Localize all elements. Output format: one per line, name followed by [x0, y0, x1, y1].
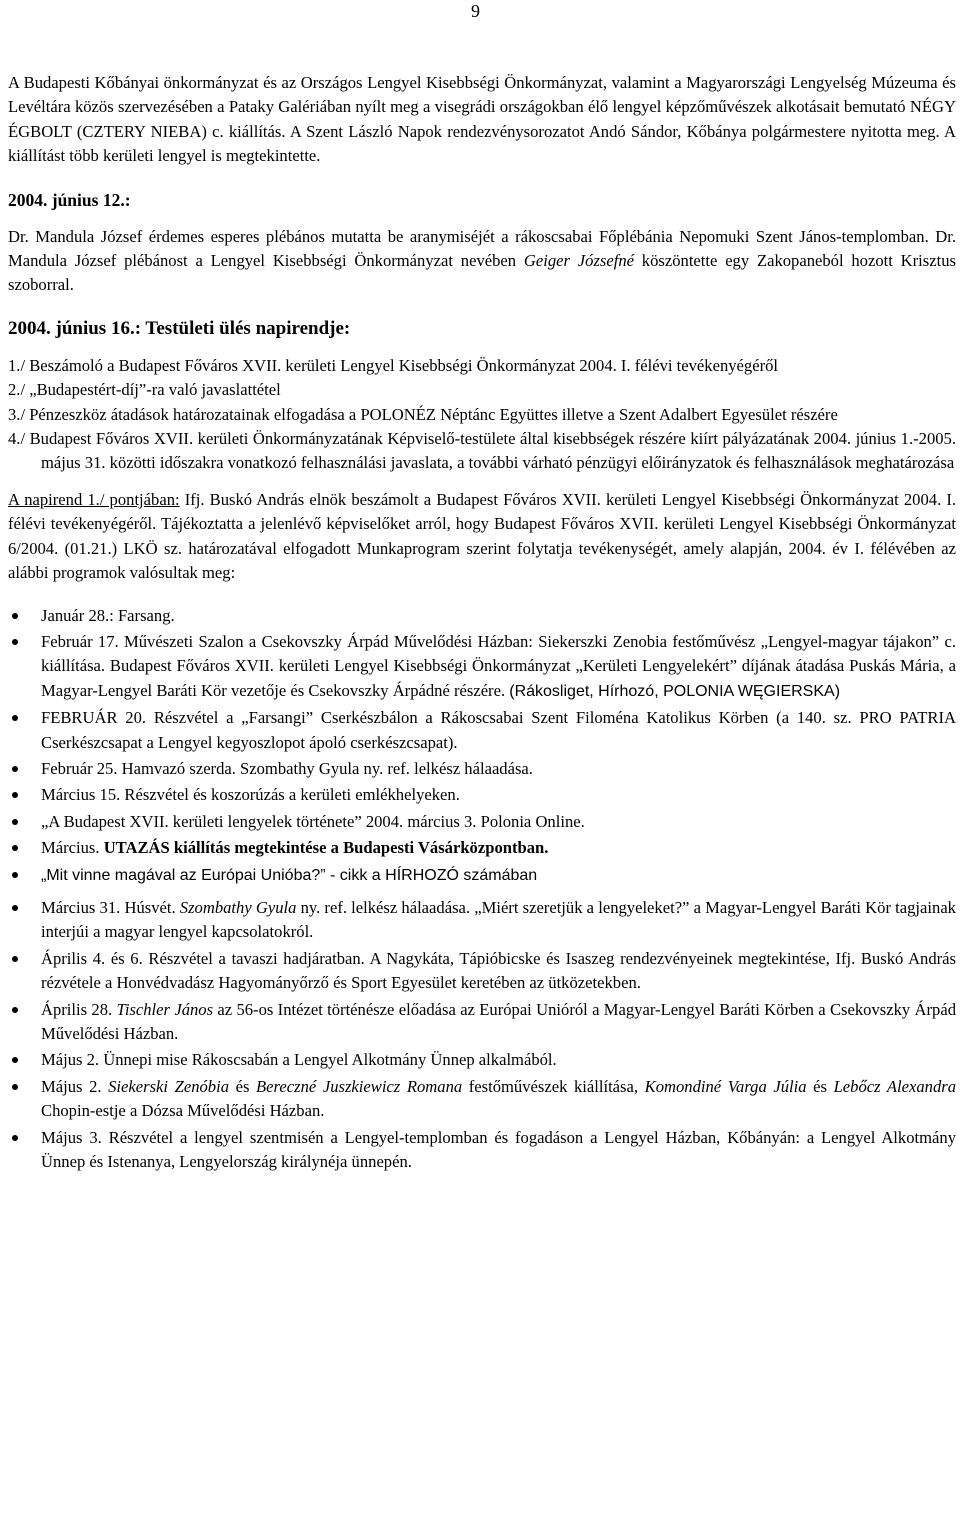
- bullet-icon: [12, 613, 18, 619]
- bullet-icon: [12, 1007, 18, 1013]
- event-item: Március 31. Húsvét. Szombathy Gyula ny. ref. lelkész hálaadása. „Miért szeretjük a lengyeleket?” a Magyar-Lengyel Baráti Kör tagjainak interjúi a magyar lengyel kapcsolatokról.: [8, 896, 956, 945]
- bullet-icon: [12, 639, 18, 645]
- document-body: [8, 71, 956, 1176]
- events-list: [8, 604, 956, 1175]
- event-item: „A Budapest XVII. kerületi lengyelek története” 2004. március 3. Polonia Online.: [8, 810, 956, 834]
- section-heading-june-16: 2004. június 16.: Testületi ülés napirendje:: [8, 317, 351, 339]
- mandula-paragraph: Dr. Mandula József érdemes esperes plébános mutatta be aranymiséjét a rákoscsabai Főplébánia Nepomuki Szent János-templomban. Dr. Mandula József plébánost a Lengyel Kisebbségi Önkormányzat nevében Geiger Józsefné köszöntette egy Zakopaneból hozott Krisztus szoborral.: [8, 226, 956, 295]
- event-item: Május 2. Siekerski Zenóbia és Bereczné Juszkiewicz Romana festőművészek kiállítása, Komondiné Varga Júlia és Lebőcz Alexandra Chopin-estje a Dózsa Művelődési Házban.: [8, 1075, 956, 1124]
- person-name: Geiger Józsefné: [523, 251, 634, 271]
- report-paragraph: A napirend 1./ pontjában: Ifj. Buskó András elnök beszámolt a Budapest Főváros XVII. kerületi Lengyel Kisebbségi Önkormányzat 2004. I. félévi tevékenyégéről. Tájékoztatta a jelenlévő képviselőket arról, hogy Budapest Főváros XVII. kerületi Lengyel Kisebbségi Önkormányzat 6/2004. (01.21.) LKÖ sz. határozatával elfogadott Munkaprogram szerint folytatja tevékenységét, amely alapján, 2004. év I. félévében az alábbi programok valósultak meg:: [8, 489, 957, 583]
- event-item: Március 15. Részvétel és koszorúzás a kerületi emlékhelyeken.: [8, 783, 956, 807]
- bullet-icon: [12, 792, 18, 798]
- bullet-icon: [12, 845, 18, 851]
- event-item: Április 4. és 6. Részvétel a tavaszi hadjáratban. A Nagykáta, Tápióbicske és Isaszeg rendezvényeinek megtekintése, Ifj. Buskó András rézvétele a Honvédvadász Hagyományőrző és Sport Egyesület keretében az ütközetekben.: [8, 947, 956, 996]
- bullet-icon: [12, 956, 18, 962]
- bullet-icon: [12, 872, 18, 878]
- intro-paragraph: A Budapesti Kőbányai önkormányzat és az Országos Lengyel Kisebbségi Önkormányzat, valamint a Magyarországi Lengyelség Múzeuma és Levéltára közös szervezésében a Pataky Galériában nyílt meg a visegrádi országokban élő lengyel képzőművészek alkotásait bemutató NÉGY ÉGBOLT (CZTERY NIEBA) c. kiállítás. A Szent László Napok rendezvénysorozatot Andó Sándor, Kőbánya polgármestere nyitotta meg. A kiállítást több kerületi lengyel is megtekintette.: [8, 73, 956, 166]
- bullet-icon: [12, 1057, 18, 1063]
- event-item: Január 28.: Farsang.: [8, 604, 956, 628]
- event-item: Május 3. Részvétel a lengyel szentmisén a Lengyel-templomban és fogadáson a Lengyel Házban, Kőbányán: a Lengyel Alkotmány Ünnep és Istenanya, Lengyelország királynéja ünnepén.: [8, 1126, 956, 1175]
- event-item: Február 25. Hamvazó szerda. Szombathy Gyula ny. ref. lelkész hálaadása.: [8, 757, 956, 781]
- agenda-item: 1./ Beszámoló a Budapest Főváros XVII. kerületi Lengyel Kisebbségi Önkormányzat 2004. I. félévi tevékenyégéről: [8, 355, 779, 375]
- event-item: Március. UTAZÁS kiállítás megtekintése a Budapesti Vásárközpontban.: [8, 836, 956, 860]
- page-number: 9: [471, 1, 480, 21]
- report-label: A napirend 1./ pontjában:: [8, 489, 180, 509]
- section-heading-june-12: 2004. június 12.:: [8, 189, 131, 210]
- agenda-item: 4./ Budapest Főváros XVII. kerületi Önkormányzatának Képviselő-testülete által kisebbségek részére kiírt pályázatának 2004. június 1.-2005. május 31. közötti időszakra vonatkozó felhasználási javaslata, a további várható pénzügyi előirányzatok és felhasználások meghatározása: [8, 429, 956, 473]
- bullet-icon: [12, 1084, 18, 1090]
- agenda-item: 3./ Pénzeszköz átadások határozatainak elfogadása a POLONÉZ Néptánc Együttes illetve a Szent Adalbert Egyesület részére: [8, 404, 838, 424]
- event-item: „Mit vinne magával az Európai Unióba?” - cikk a HÍRHOZÓ számában: [8, 863, 956, 888]
- bullet-icon: [12, 819, 18, 825]
- bullet-icon: [12, 1135, 18, 1141]
- agenda-list: [8, 354, 956, 476]
- event-item: FEBRUÁR 20. Részvétel a „Farsangi” Cserkészbálon a Rákoscsabai Szent Filoména Katolikus Körben (a 140. sz. PRO PATRIA Cserkészcsapat a Lengyel kegyoszlopot ápoló cserkészcsapat).: [8, 706, 956, 755]
- bullet-icon: [12, 905, 18, 911]
- bullet-icon: [12, 766, 18, 772]
- bullet-icon: [12, 715, 18, 721]
- agenda-item: 2./ „Budapestért-díj”-ra való javaslattétel: [8, 380, 281, 400]
- event-item: Április 28. Tischler János az 56-os Intézet történésze előadása az Európai Unióról a Magyar-Lengyel Baráti Körben a Csekovszky Árpád Művelődési Házban.: [8, 998, 956, 1047]
- event-item: Május 2. Ünnepi mise Rákoscsabán a Lengyel Alkotmány Ünnep alkalmából.: [8, 1048, 956, 1072]
- event-item: Február 17. Művészeti Szalon a Csekovszky Árpád Művelődési Házban: Siekerszki Zenobia festőművész „Lengyel-magyar tájakon” c. kiállítása. Budapest Főváros XVII. kerületi Lengyel Kisebbségi Önkormányzat „Kerületi Lengyelekért” díjának átadása Puskás Mária, a Magyar-Lengyel Baráti Kör vezetője és Csekovszky Árpádné részére. (Rákosliget, Hírhozó, POLONIA WĘGIERSKA): [8, 630, 956, 704]
